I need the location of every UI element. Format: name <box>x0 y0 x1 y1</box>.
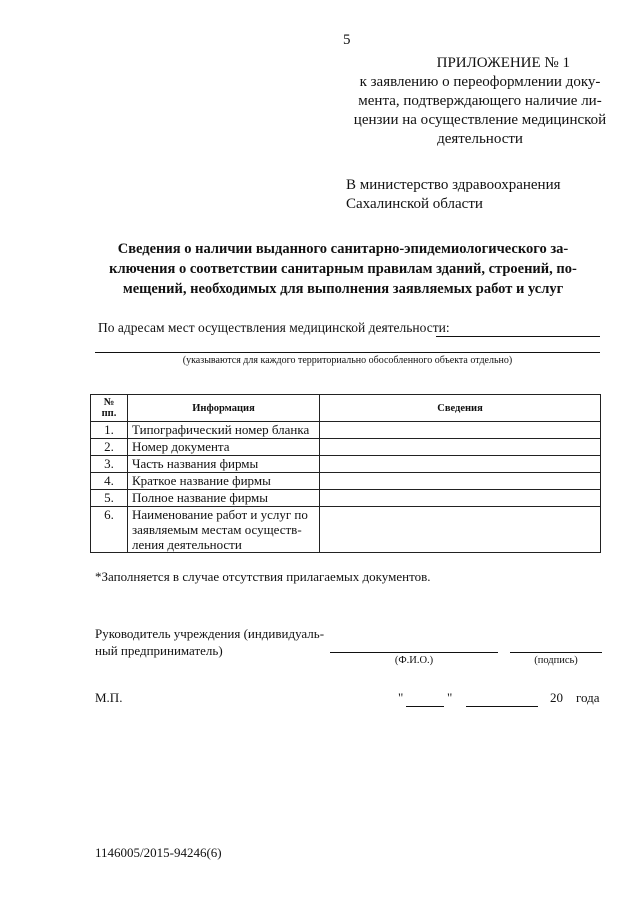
date-day-field[interactable] <box>406 706 444 707</box>
table-row <box>91 507 601 553</box>
appendix-line: к заявлению о переоформлении доку- <box>359 74 601 90</box>
row-value-cell[interactable] <box>320 422 601 439</box>
date-year-label: 20 года <box>550 690 600 705</box>
row-num: 1. <box>91 422 128 439</box>
header-value: Сведения <box>320 395 601 422</box>
signatory-line: ный предприниматель) <box>95 643 223 658</box>
row-value-cell[interactable] <box>320 439 601 456</box>
address-field[interactable] <box>436 336 600 337</box>
title-line: мещений, необходимых для выполнения заявляемых работ и услуг <box>122 281 564 297</box>
page-number: 5 <box>343 32 351 48</box>
row-info: Краткое название фирмы <box>128 473 320 490</box>
table-header-row <box>91 395 601 422</box>
date-quote-open: " <box>398 690 404 705</box>
row-info: Полное название фирмы <box>128 490 320 507</box>
row-value-cell[interactable] <box>320 473 601 490</box>
row-info-line: заявляемым местам осуществ- <box>132 522 302 537</box>
info-table <box>90 394 601 553</box>
footnote: *Заполняется в случае отсутствия прилагаемых документов. <box>95 569 431 584</box>
row-num: 4. <box>91 473 128 490</box>
row-info: Номер документа <box>128 439 320 456</box>
row-num: 6. <box>91 507 128 553</box>
address-field-continued[interactable] <box>95 352 600 353</box>
address-note: (указываются для каждого территориально обособленного объекта отдельно) <box>182 355 513 366</box>
row-info-line: ления деятельности <box>132 537 242 552</box>
row-info <box>128 507 320 553</box>
address-label: По адресам мест осуществления медицинской деятельности: <box>98 320 450 335</box>
document-title <box>88 239 598 299</box>
table-row <box>91 490 601 507</box>
recipient-line: В министерство здравоохранения <box>346 177 561 193</box>
row-info: Часть названия фирмы <box>128 456 320 473</box>
header-info: Информация <box>128 395 320 422</box>
row-num: 5. <box>91 490 128 507</box>
stamp-label: М.П. <box>95 690 123 705</box>
row-num: 3. <box>91 456 128 473</box>
date-quote-close: " <box>447 690 453 705</box>
row-info: Типографический номер бланка <box>128 422 320 439</box>
signatory-label <box>95 625 335 659</box>
document-number: 1146005/2015-94246(6) <box>95 845 222 860</box>
title-line: Сведения о наличии выданного санитарно-эпидемиологического за- <box>117 241 569 257</box>
appendix-line: деятельности <box>437 131 523 147</box>
recipient-line: Сахалинской области <box>346 196 483 212</box>
table-row <box>91 439 601 456</box>
row-value-cell[interactable] <box>320 507 601 553</box>
fio-label: (Ф.И.О.) <box>394 655 434 666</box>
table-row <box>91 473 601 490</box>
date-month-field[interactable] <box>466 706 538 707</box>
signatory-line: Руководитель учреждения (индивидуаль- <box>95 626 325 641</box>
title-line: ключения о соответствии санитарным правилам зданий, строений, по- <box>109 261 577 277</box>
table-row <box>91 456 601 473</box>
row-value-cell[interactable] <box>320 456 601 473</box>
row-num: 2. <box>91 439 128 456</box>
appendix-line: мента, подтверждающего наличие ли- <box>358 93 602 109</box>
recipient-block <box>346 176 616 214</box>
signature-field[interactable] <box>510 652 602 653</box>
appendix-title: ПРИЛОЖЕНИЕ № 1 <box>436 55 570 71</box>
table-row <box>91 422 601 439</box>
header-num: № пп. <box>91 395 128 422</box>
row-value-cell[interactable] <box>320 490 601 507</box>
appendix-line: цензии на осуществление медицинской <box>353 112 607 128</box>
signature-label: (подпись) <box>534 655 578 666</box>
appendix-header <box>350 54 610 149</box>
fio-field[interactable] <box>330 652 498 653</box>
row-info-line: Наименование работ и услуг по <box>132 507 308 522</box>
